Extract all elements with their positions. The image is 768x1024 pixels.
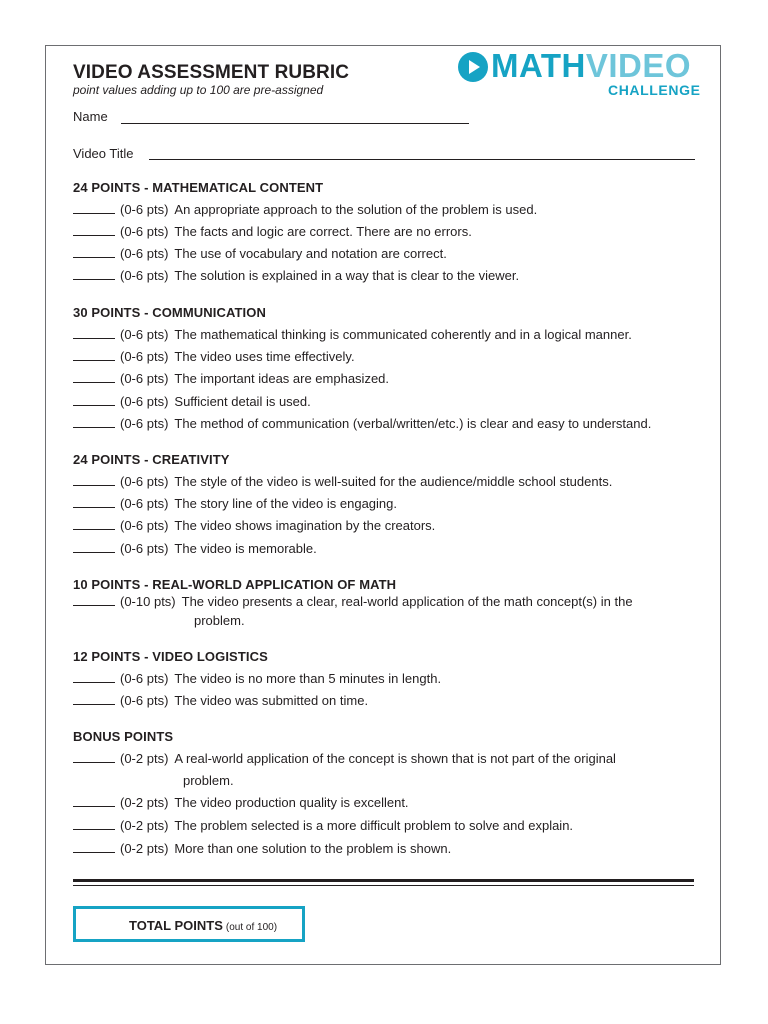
points-range: (0-2 pts): [120, 841, 169, 856]
section-header-mathematical-content: 24 POINTS - MATHEMATICAL CONTENT: [73, 180, 324, 195]
rubric-item: [73, 346, 355, 368]
criterion-text: The use of vocabulary and notation are correct.: [174, 246, 447, 261]
score-blank[interactable]: [73, 538, 115, 553]
score-blank[interactable]: [73, 346, 115, 361]
score-blank[interactable]: [73, 324, 115, 339]
rubric-item: [73, 368, 389, 390]
points-range: (0-6 pts): [120, 349, 169, 364]
points-range: (0-10 pts): [120, 594, 176, 609]
criterion-text: The facts and logic are correct. There are no errors.: [174, 224, 472, 239]
rubric-item: [73, 493, 397, 515]
total-points-note: (out of 100): [225, 922, 278, 933]
criterion-text: The video production quality is excellent.: [174, 795, 409, 810]
criterion-text: The method of communication (verbal/written/etc.) is clear and easy to understand.: [174, 416, 652, 431]
rubric-item: [73, 221, 472, 243]
score-blank[interactable]: [73, 748, 115, 763]
points-range: (0-6 pts): [120, 202, 169, 217]
score-blank[interactable]: [73, 591, 115, 606]
rubric-item: [73, 538, 317, 560]
criterion-text: The solution is explained in a way that is clear to the viewer.: [174, 268, 520, 283]
score-blank[interactable]: [73, 838, 115, 853]
criterion-text-continued: problem.: [194, 613, 245, 628]
points-range: (0-2 pts): [120, 795, 169, 810]
criterion-text: The video was submitted on time.: [174, 693, 369, 708]
rubric-item: [73, 838, 451, 860]
rubric-item: [73, 792, 409, 814]
criterion-text: The video uses time effectively.: [174, 349, 355, 364]
rubric-item: [73, 591, 633, 630]
criterion-text: The video shows imagination by the creators.: [174, 518, 436, 533]
score-blank[interactable]: [73, 690, 115, 705]
criterion-text: An appropriate approach to the solution of the problem is used.: [174, 202, 538, 217]
section-header-communication: 30 POINTS - COMMUNICATION: [73, 305, 266, 320]
section-header-real-world-application: 10 POINTS - REAL-WORLD APPLICATION OF MATH: [73, 577, 397, 592]
page-title: VIDEO ASSESSMENT RUBRIC: [73, 62, 350, 83]
total-points-label: [129, 918, 277, 933]
score-blank[interactable]: [73, 668, 115, 683]
video-title-field[interactable]: [149, 159, 695, 160]
divider-thick: [73, 879, 694, 882]
points-range: (0-2 pts): [120, 818, 169, 833]
criterion-text: The mathematical thinking is communicated coherently and in a logical manner.: [174, 327, 632, 342]
criterion-text: The video is no more than 5 minutes in length.: [174, 671, 442, 686]
points-range: (0-6 pts): [120, 518, 169, 533]
rubric-item: [73, 815, 573, 837]
points-range: (0-6 pts): [120, 671, 169, 686]
points-range: (0-2 pts): [120, 751, 169, 766]
points-range: (0-6 pts): [120, 496, 169, 511]
score-blank[interactable]: [73, 413, 115, 428]
criterion-text: More than one solution to the problem is shown.: [174, 841, 452, 856]
criterion-text: A real-world application of the concept is shown that is not part of the original: [174, 751, 616, 766]
score-blank[interactable]: [73, 221, 115, 236]
criterion-text: Sufficient detail is used.: [174, 394, 311, 409]
rubric-item: [73, 413, 651, 435]
total-points-text: TOTAL POINTS: [129, 918, 223, 933]
rubric-item: [73, 515, 435, 537]
score-blank[interactable]: [73, 199, 115, 214]
math-video-challenge-logo: [458, 47, 720, 102]
section-header-video-logistics: 12 POINTS - VIDEO LOGISTICS: [73, 649, 268, 664]
criterion-text: The important ideas are emphasized.: [174, 371, 390, 386]
criterion-text: The style of the video is well-suited for the audience/middle school students.: [174, 474, 613, 489]
points-range: (0-6 pts): [120, 416, 169, 431]
score-blank[interactable]: [73, 515, 115, 530]
section-header-creativity: 24 POINTS - CREATIVITY: [73, 452, 230, 467]
criterion-text: The problem selected is a more difficult problem to solve and explain.: [174, 818, 574, 833]
score-blank[interactable]: [73, 243, 115, 258]
points-range: (0-6 pts): [120, 394, 169, 409]
logo-wordmark: [491, 48, 691, 84]
criterion-text: The video is memorable.: [174, 541, 317, 556]
name-label: Name: [73, 109, 108, 124]
section-header-bonus-points: BONUS POINTS: [73, 729, 174, 744]
name-field[interactable]: [121, 123, 469, 124]
criterion-text-continued: problem.: [183, 773, 234, 788]
score-blank[interactable]: [73, 792, 115, 807]
page-subtitle: point values adding up to 100 are pre-assigned: [73, 83, 324, 97]
score-blank[interactable]: [73, 493, 115, 508]
rubric-item: [73, 324, 632, 346]
divider-thin: [73, 885, 694, 886]
rubric-item: [73, 748, 616, 792]
score-blank[interactable]: [73, 391, 115, 406]
points-range: (0-6 pts): [120, 474, 169, 489]
play-icon: [458, 52, 488, 82]
criterion-text: The video presents a clear, real-world application of the math concept(s) in the: [181, 594, 633, 609]
rubric-item: [73, 668, 441, 690]
logo-video: VIDEO: [585, 47, 692, 84]
score-blank[interactable]: [73, 471, 115, 486]
rubric-item: [73, 243, 447, 265]
rubric-item: [73, 690, 368, 712]
points-range: (0-6 pts): [120, 693, 169, 708]
rubric-item: [73, 199, 537, 221]
score-blank[interactable]: [73, 265, 115, 280]
points-range: (0-6 pts): [120, 268, 169, 283]
logo-math: MATH: [491, 47, 586, 84]
rubric-item: [73, 471, 612, 493]
points-range: (0-6 pts): [120, 224, 169, 239]
points-range: (0-6 pts): [120, 371, 169, 386]
video-title-label: Video Title: [73, 146, 134, 161]
total-points-box[interactable]: [73, 906, 305, 942]
logo-challenge: CHALLENGE: [608, 82, 701, 98]
points-range: (0-6 pts): [120, 246, 169, 261]
rubric-item: [73, 265, 519, 287]
rubric-item: [73, 391, 311, 413]
points-range: (0-6 pts): [120, 541, 169, 556]
score-blank[interactable]: [73, 368, 115, 383]
criterion-text: The story line of the video is engaging.: [174, 496, 397, 511]
score-blank[interactable]: [73, 815, 115, 830]
points-range: (0-6 pts): [120, 327, 169, 342]
